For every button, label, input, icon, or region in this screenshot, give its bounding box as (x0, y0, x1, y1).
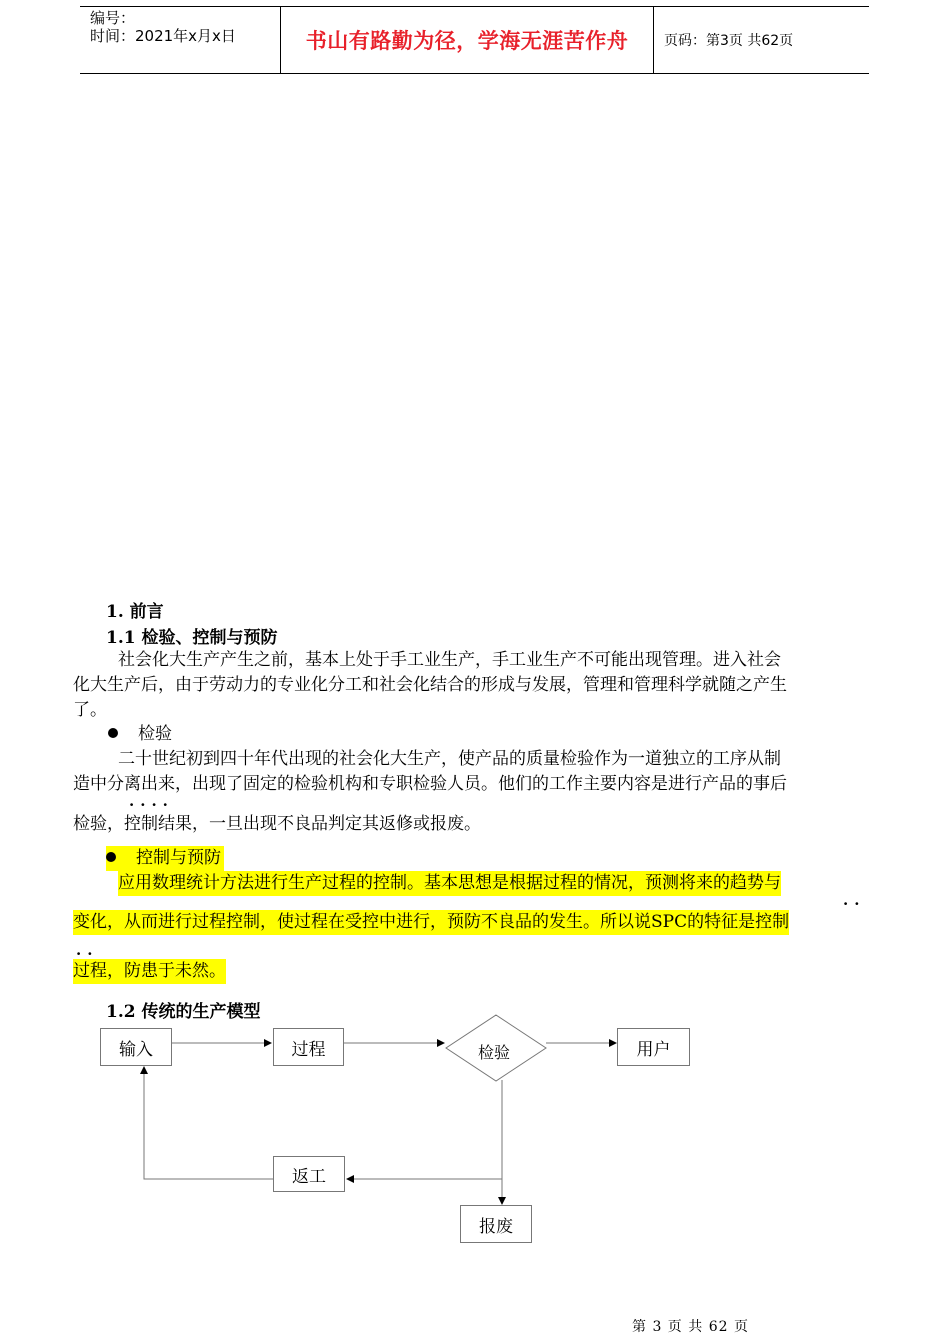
flow-node-process: 过程 (273, 1028, 344, 1066)
paragraph-line: 化大生产后，由于劳动力的专业化分工和社会化结合的形成与发展，管理和管理科学就随之产生 (73, 675, 787, 695)
bullet-label: 控制与预防 (136, 848, 221, 868)
paragraph-line: 应用数理统计方法进行生产过程的控制。基本思想是根据过程的情况，预测将来的趋势与 (118, 871, 781, 896)
flow-node-inspect: 检验 (478, 1043, 511, 1062)
flow-node-input: 输入 (100, 1028, 172, 1066)
section-heading: 1. 前言 (106, 602, 164, 622)
emphasis-dots: .. (76, 941, 99, 959)
emphasis-dots: .... (129, 792, 174, 810)
arrow-rework-to-input (144, 1067, 273, 1179)
flow-node-scrap: 报废 (460, 1205, 532, 1243)
paragraph-line: 社会化大生产产生之前，基本上处于手工业生产，手工业生产不可能出现管理。进入社会 (118, 650, 781, 670)
document-date: 时间：2021年x月x日 (90, 27, 236, 45)
flow-node-rework: 返工 (273, 1156, 345, 1192)
bullet-label: 检验 (138, 724, 172, 744)
paragraph-line: 过程，防患于未然。 (73, 959, 226, 984)
document-number: 编号： (90, 9, 136, 27)
subsection-heading: 1.2 传统的生产模型 (106, 1002, 261, 1022)
paragraph-line: 二十世纪初到四十年代出现的社会化大生产，使产品的质量检验作为一道独立的工序从制 (118, 749, 781, 769)
paragraph-line: 变化，从而进行过程控制，使过程在受控中进行，预防不良品的发生。所以说SPC的特征是控制 (73, 910, 789, 935)
subsection-heading: 1.1 检验、控制与预防 (106, 628, 278, 648)
header-motto: 书山有路勤为径，学海无涯苦作舟 (305, 29, 629, 53)
flow-node-user: 用户 (617, 1028, 690, 1066)
paragraph-line: 了。 (73, 700, 107, 720)
paragraph-line: 检验，控制结果，一旦出现不良品判定其返修或报废。 (73, 814, 481, 834)
emphasis-dots: .. (843, 891, 866, 909)
page-footer: 第 3 页 共 62 页 (632, 1319, 749, 1335)
header-page-info: 页码：第3页 共62页 (664, 33, 794, 49)
paragraph-line: 造中分离出来，出现了固定的检验机构和专职检验人员。他们的工作主要内容是进行产品的事后 (73, 774, 787, 794)
